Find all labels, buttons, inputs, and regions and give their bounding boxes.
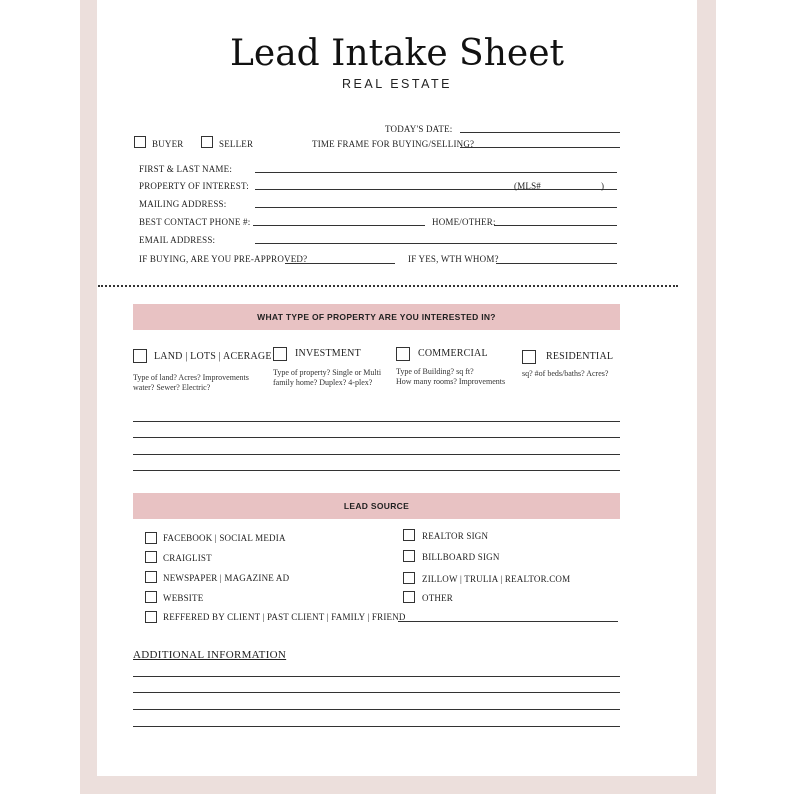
commercial-note-line-1: Type of Building? sq ft? [396,367,474,376]
investment-note [273,368,381,388]
home-other-field[interactable] [494,225,617,226]
seller-checkbox[interactable] [201,136,213,148]
website-label: WEBSITE [163,593,204,603]
facebook-checkbox[interactable] [145,532,157,544]
referred-label: REFFERED BY CLIENT | PAST CLIENT | FAMILY | FRIEND [163,612,406,622]
todays-date-field[interactable] [460,132,620,133]
seller-label: SELLER [219,139,254,149]
phone-field[interactable] [253,225,425,226]
facebook-label: FACEBOOK | SOCIAL MEDIA [163,533,286,543]
mls-open-label: (MLS# [514,181,542,191]
investment-label: INVESTMENT [295,348,361,359]
realtor-sign-checkbox[interactable] [403,529,415,541]
zillow-checkbox[interactable] [403,572,415,584]
page-subtitle: REAL ESTATE [342,77,452,91]
email-field[interactable] [255,243,617,244]
mls-close-label: ) [601,181,605,191]
investment-note-line-1: Type of property? Single or Multi [273,368,382,377]
newspaper-checkbox[interactable] [145,571,157,583]
commercial-note [396,367,505,387]
mailing-label: MAILING ADDRESS: [139,199,227,209]
property-notes-line-1[interactable] [133,421,620,422]
investment-note-line-2: family home? Duplex? 4-plex? [273,378,373,387]
lead-source-band [133,493,620,519]
additional-line-3[interactable] [133,709,620,710]
land-checkbox[interactable] [133,349,147,363]
billboard-checkbox[interactable] [403,550,415,562]
email-label: EMAIL ADDRESS: [139,235,216,245]
commercial-label: COMMERCIAL [418,348,488,359]
property-type-heading: WHAT TYPE OF PROPERTY ARE YOU INTERESTED IN? [257,312,496,322]
lead-source-heading: LEAD SOURCE [343,501,410,511]
todays-date-label: TODAY'S DATE: [385,124,453,134]
land-note-line-1: Type of land? Acres? Improvements [133,373,249,382]
name-label: FIRST & LAST NAME: [139,164,233,174]
dotted-divider [98,285,678,287]
referred-field[interactable] [398,621,618,622]
commercial-checkbox[interactable] [396,347,410,361]
realtor-sign-label: REALTOR SIGN [422,531,489,541]
zillow-label: ZILLOW | TRULIA | REALTOR.COM [422,574,571,584]
commercial-note-line-2: How many rooms? Improvements [396,377,506,386]
name-field[interactable] [255,172,617,173]
residential-note-line-1: sq? #of beds/baths? Acres? [522,369,609,378]
investment-checkbox[interactable] [273,347,287,361]
home-other-label: HOME/OTHER: [432,217,496,227]
additional-line-2[interactable] [133,692,620,693]
buyer-checkbox[interactable] [134,136,146,148]
with-whom-label: IF YES, WTH WHOM? [408,254,499,264]
phone-label: BEST CONTACT PHONE #: [139,217,251,227]
property-notes-line-3[interactable] [133,454,620,455]
website-checkbox[interactable] [145,591,157,603]
other-checkbox[interactable] [403,591,415,603]
residential-note [522,369,608,379]
pre-approved-field[interactable] [285,263,395,264]
mailing-field[interactable] [255,207,617,208]
land-note [133,373,249,393]
other-label: OTHER [422,593,453,603]
time-frame-label: TIME FRAME FOR BUYING/SELLING? [312,139,475,149]
additional-info-heading: ADDITIONAL INFORMATION [133,649,287,661]
land-label: LAND | LOTS | ACERAGE [154,351,272,362]
referred-checkbox[interactable] [145,611,157,623]
property-type-band [133,304,620,330]
property-field[interactable] [255,189,617,190]
additional-line-4[interactable] [133,726,620,727]
residential-checkbox[interactable] [522,350,536,364]
billboard-label: BILLBOARD SIGN [422,552,500,562]
land-note-line-2: water? Sewer? Electric? [133,383,211,392]
time-frame-field[interactable] [460,147,620,148]
residential-label: RESIDENTIAL [546,351,614,362]
additional-line-1[interactable] [133,676,620,677]
craiglist-checkbox[interactable] [145,551,157,563]
buyer-label: BUYER [152,139,184,149]
property-notes-line-4[interactable] [133,470,620,471]
with-whom-field[interactable] [496,263,617,264]
property-notes-line-2[interactable] [133,437,620,438]
newspaper-label: NEWSPAPER | MAGAZINE AD [163,573,290,583]
property-label: PROPERTY OF INTEREST: [139,181,249,191]
pre-approved-label: IF BUYING, ARE YOU PRE-APPROVED? [139,254,308,264]
page-title: Lead Intake Sheet [230,33,564,74]
craiglist-label: CRAIGLIST [163,553,212,563]
